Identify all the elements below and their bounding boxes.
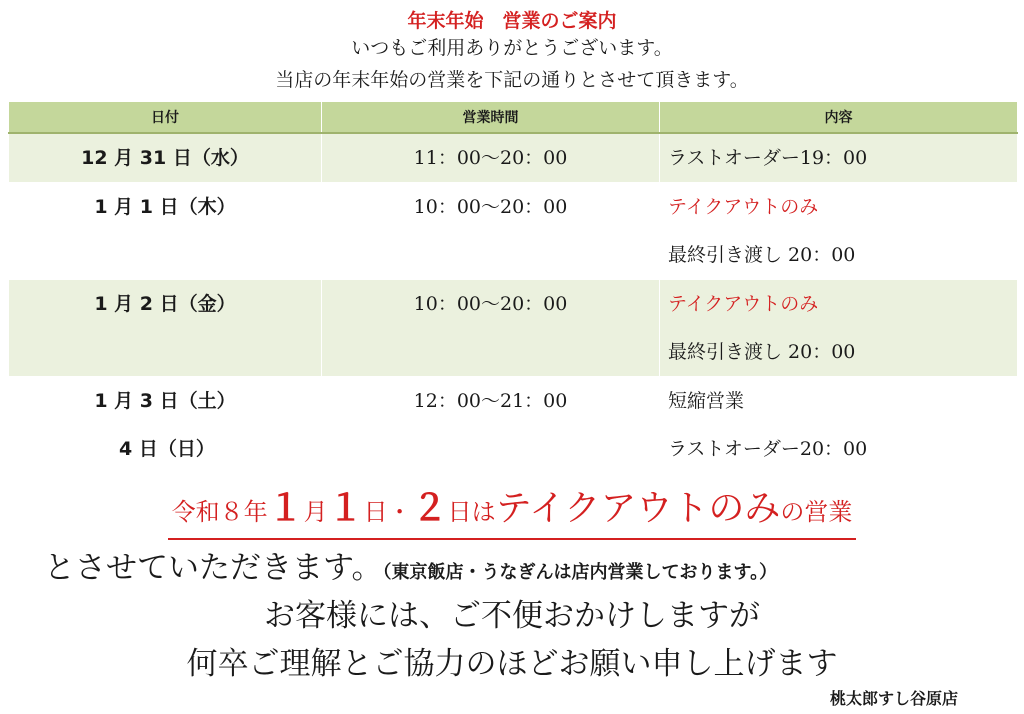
header-date: 日付 bbox=[9, 102, 322, 134]
date-text: 1 月 1 日（木） bbox=[94, 196, 236, 218]
table-row bbox=[9, 377, 1018, 474]
hours-text: 12：00～21：00 bbox=[413, 390, 568, 412]
shortened-hours-note: 短縮営業 bbox=[668, 390, 745, 412]
hours-text: 11：00～20：00 bbox=[413, 147, 568, 169]
table-row bbox=[9, 183, 1018, 280]
date-text-secondary: 4 日（日） bbox=[119, 438, 215, 460]
announce-era: 令和 bbox=[171, 498, 220, 526]
date-cell bbox=[9, 280, 322, 377]
date-cell bbox=[9, 377, 322, 474]
details-text: ラストオーダー19：00 bbox=[668, 147, 868, 169]
announce-year-num: ８ bbox=[219, 498, 244, 526]
announce-month-num: １ bbox=[267, 488, 304, 529]
table-header-row bbox=[9, 102, 1018, 134]
last-order-note: ラストオーダー20：00 bbox=[668, 438, 868, 460]
hours-cell bbox=[322, 133, 660, 183]
table-row bbox=[9, 133, 1018, 183]
apology-line: お客様には、ご不便おかけしますが bbox=[264, 598, 760, 634]
header-details: 内容 bbox=[660, 102, 1018, 134]
hours-text: 10：00～20：00 bbox=[413, 293, 568, 315]
details-cell bbox=[660, 377, 1018, 474]
announce-takeout-only: テイクアウトのみ bbox=[495, 488, 781, 529]
continuation-main: とさせていただきます。 bbox=[44, 550, 383, 586]
store-signature: 桃太郎すし谷原店 bbox=[829, 689, 958, 708]
hours-table bbox=[8, 101, 1018, 474]
date-text: 1 月 2 日（金） bbox=[94, 293, 236, 315]
continuation-note: （東京飯店・うなぎんは店内営業しております。） bbox=[382, 562, 778, 583]
final-handover-note: 最終引き渡し 20：00 bbox=[668, 244, 856, 266]
table-row bbox=[9, 280, 1018, 377]
hours-cell bbox=[322, 377, 660, 474]
date-cell bbox=[9, 183, 322, 280]
request-line: 何卒ご理解とご協力のほどお願い申し上げます bbox=[186, 646, 838, 682]
intro-line-2: 当店の年末年始の営業を下記の通りとさせて頂きます。 bbox=[275, 69, 749, 91]
intro-line-1: いつもご利用ありがとうございます。 bbox=[351, 37, 673, 59]
date-text: 1 月 3 日（土） bbox=[94, 390, 236, 412]
hours-text: 10：00～20：00 bbox=[413, 196, 568, 218]
announce-month: 月 bbox=[303, 498, 328, 526]
announce-business: の営業 bbox=[780, 498, 853, 526]
final-handover-note: 最終引き渡し 20：00 bbox=[668, 341, 856, 363]
takeout-announcement bbox=[0, 486, 1024, 540]
announcement-underlined-text bbox=[168, 486, 857, 540]
hours-cell bbox=[322, 280, 660, 377]
header-hours: 営業時間 bbox=[322, 102, 660, 134]
announce-day2-num: ２ bbox=[411, 488, 448, 529]
date-cell bbox=[9, 133, 322, 183]
announce-day2: 日は bbox=[447, 498, 496, 526]
takeout-only-note: テイクアウトのみ bbox=[668, 196, 819, 218]
details-cell bbox=[660, 280, 1018, 377]
announcement-continuation bbox=[44, 542, 777, 587]
details-cell bbox=[660, 133, 1018, 183]
date-text: 12 月 31 日（水） bbox=[81, 147, 249, 169]
announce-day1-num: １ bbox=[327, 488, 364, 529]
announce-day1: 日・ bbox=[363, 498, 412, 526]
details-cell bbox=[660, 183, 1018, 280]
announce-year: 年 bbox=[243, 498, 268, 526]
page-title: 年末年始 営業のご案内 bbox=[407, 10, 617, 32]
hours-cell bbox=[322, 183, 660, 280]
takeout-only-note: テイクアウトのみ bbox=[668, 293, 819, 315]
